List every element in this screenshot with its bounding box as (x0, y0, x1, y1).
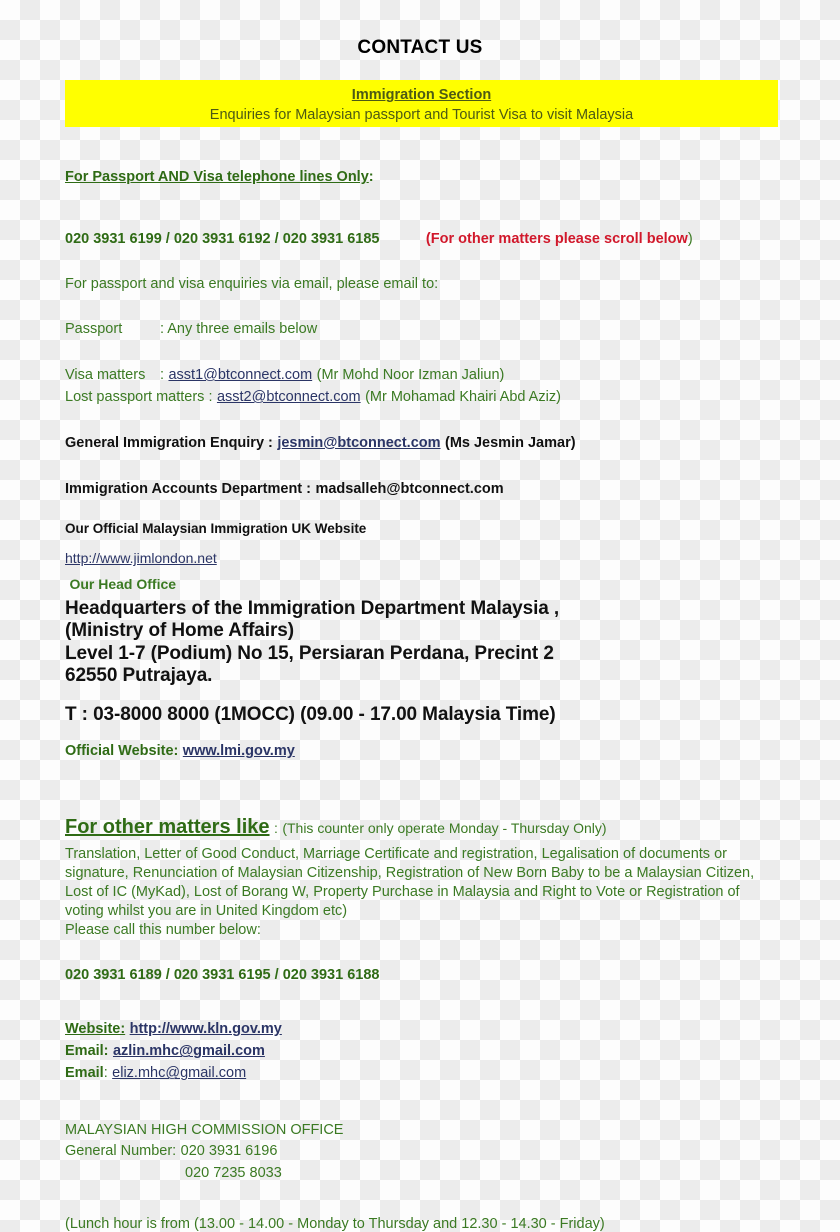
passport-row (65, 320, 785, 338)
visa-matters-person: (Mr Mohd Noor Izman Jaliun) (316, 367, 505, 383)
other-matters-heading: For other matters like (65, 816, 270, 839)
visa-matters-separator: : (160, 367, 165, 383)
email-azlin-row (65, 1042, 785, 1060)
passport-label: Passport (65, 321, 123, 337)
other-matters-heading-separator: : (273, 820, 278, 837)
passport-value: : Any three emails below (160, 321, 318, 337)
head-office-line-1: Headquarters of the Immigration Department Malaysia , (65, 598, 560, 619)
other-matters-counter-note: (This counter only operate Monday - Thursday Only) (282, 820, 607, 837)
lost-passport-row (65, 388, 785, 406)
head-office-label: Our Head Office (69, 576, 177, 592)
lunch-hour-note: (Lunch hour is from (13.00 - 14.00 - Monday to Thursday and 12.30 - 14.30 - Friday) (65, 1216, 605, 1232)
scroll-note-open: ( (425, 231, 431, 247)
page-title: CONTACT US (357, 37, 483, 58)
kln-website-label: Website: (65, 1021, 126, 1038)
general-enquiry-email-link[interactable]: jesmin@btconnect.com (277, 435, 441, 451)
other-matters-phone-row (65, 966, 785, 984)
general-enquiry-row (65, 434, 785, 452)
official-website-url-row (65, 550, 785, 568)
visa-matters-label: Visa matters (65, 367, 146, 383)
email-azlin-label: Email: (65, 1043, 109, 1060)
scroll-note-close: ) (687, 231, 693, 247)
office-name: MALAYSIAN HIGH COMMISSION OFFICE (65, 1122, 344, 1139)
accounts-department-email: madsalleh@btconnect.com (315, 481, 504, 497)
other-matters-call-note: Please call this number below: (65, 922, 261, 939)
email-eliz-link[interactable]: eliz.mhc@gmail.com (112, 1065, 247, 1082)
accounts-department-label: Immigration Accounts Department : (65, 481, 311, 497)
email-eliz-separator: : (103, 1065, 108, 1082)
banner-heading: Immigration Section (351, 87, 492, 103)
head-office-line-4: 62550 Putrajaya. (65, 665, 213, 687)
head-office-label-row (65, 576, 785, 594)
scroll-note: For other matters please scroll below (430, 231, 688, 247)
passport-visa-heading: For Passport AND Visa telephone lines Only (65, 169, 369, 185)
lost-passport-label: Lost passport matters : (65, 389, 213, 405)
passport-visa-phone-lines: 020 3931 6199 / 020 3931 6192 / 020 3931 6185 (65, 231, 380, 247)
official-website-label-row (65, 520, 785, 538)
general-enquiry-person: (Ms Jesmin Jamar) (444, 435, 576, 451)
passport-visa-heading-suffix: : (368, 169, 374, 185)
email-eliz-row (65, 1064, 785, 1082)
jimlondon-website-link[interactable]: http://www.jimlondon.net (65, 550, 217, 566)
other-matters-description: Translation, Letter of Good Conduct, Marriage Certificate and registration, Legalisation of documents or signature, Renunciation of Malaysian Citizenship, Registration of New Born Baby to be a Malaysian Citizen, Lost of IC (MyKad), Lost of Borang W, Property Purchase in Malaysia and Right to Vote or Registration of voting whilst you are in United Kingdom etc) (65, 846, 755, 919)
kln-website-row (65, 1020, 785, 1038)
immigration-section-banner (65, 80, 778, 127)
passport-visa-phone-row (65, 230, 785, 248)
document-body (65, 168, 785, 1232)
general-number-row-2 (65, 1164, 785, 1182)
visa-matters-row (65, 366, 785, 384)
visa-matters-email-link[interactable]: asst1@btconnect.com (168, 367, 313, 383)
email-azlin-link[interactable]: azlin.mhc@gmail.com (112, 1043, 265, 1060)
general-number-value-2: 020 7235 8033 (185, 1165, 282, 1182)
general-number-value-1: 020 3931 6196 (180, 1143, 278, 1160)
email-intro: For passport and visa enquiries via email, please email to: (65, 276, 439, 292)
general-number-row-1 (65, 1142, 785, 1160)
official-website-label: Our Official Malaysian Immigration UK Website (65, 521, 367, 536)
email-eliz-label: Email (65, 1065, 104, 1082)
passport-visa-heading-row (65, 168, 785, 186)
lost-passport-email-link[interactable]: asst2@btconnect.com (216, 389, 361, 405)
head-office-line-2: (Ministry of Home Affairs) (65, 620, 294, 642)
other-matters-heading-row (65, 816, 785, 839)
banner-subtitle: Enquiries for Malaysian passport and Tourist Visa to visit Malaysia (209, 107, 634, 124)
lmi-website-link[interactable]: www.lmi.gov.my (182, 743, 295, 760)
general-enquiry-label: General Immigration Enquiry : (65, 435, 273, 451)
head-office-telephone: T : 03-8000 8000 (1MOCC) (09.00 - 17.00 Malaysia Time) (65, 703, 556, 725)
kln-website-link[interactable]: http://www.kln.gov.my (129, 1021, 282, 1038)
head-office-line-3: Level 1-7 (Podium) No 15, Persiaran Perdana, Precint 2 (65, 642, 554, 664)
lost-passport-person: (Mr Mohamad Khairi Abd Aziz) (365, 389, 561, 405)
other-matters-phone-lines: 020 3931 6189 / 020 3931 6195 / 020 3931 6188 (65, 967, 380, 984)
general-number-label: General Number: (65, 1143, 177, 1160)
lmi-website-row (65, 742, 785, 760)
lmi-website-label: Official Website: (65, 743, 179, 760)
accounts-department-row (65, 480, 785, 498)
